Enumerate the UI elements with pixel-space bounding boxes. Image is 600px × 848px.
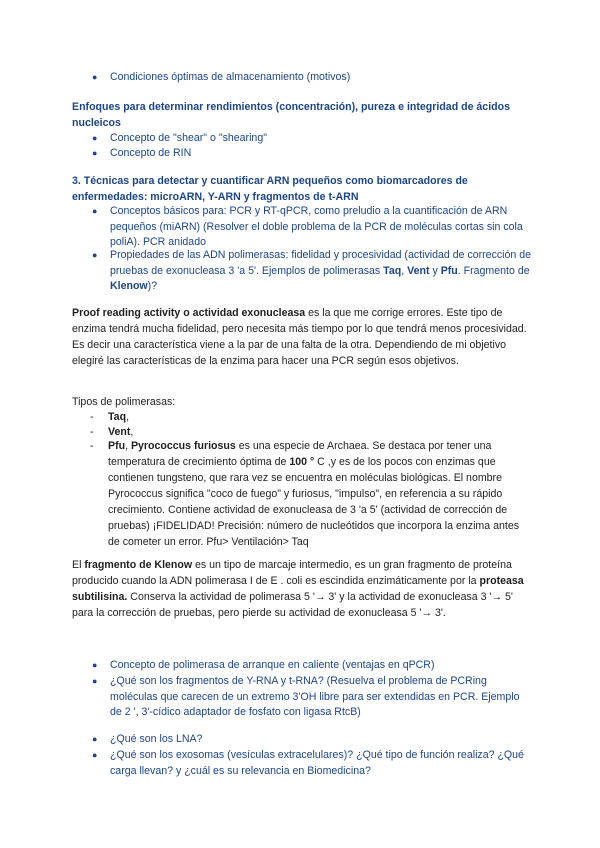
dash-marker: - <box>90 426 94 438</box>
dash-marker: - <box>90 411 94 423</box>
list-item-text: ¿Qué son los exosomas (vesículas extracelulares)? ¿Qué tipo de función realiza? ¿Qué carga llevan? y ¿cuál es su relevancia en Biomedicina? <box>110 749 524 777</box>
list-item <box>92 146 532 162</box>
list-item-text: Concepto de "shear" o "shearing" <box>110 132 267 144</box>
bullet-icon: ● <box>92 72 98 82</box>
dash-item-pfu: - Pfu, Pyrococcus furiosus es una especie de Archaea. Se destaca por tener una temperatura de crecimiento óptima de 100 ° C ,y es de los pocos con enzimas que contienen tungsteno, que rara vez se encuentra en moléculas biológicas. El nombre Pyrococcus significa "coco de fuego" y furiosus, "impulso", en referencia a su rápido crecimiento. Contiene actividad de exonucleasa de 3 'a 5' (actividad de corrección de pruebas) ¡FIDELIDAD! Precisión: número de nucleótidos que incorpora la enzima antes de cometer un error. Pfu> Ventilación> Taq <box>90 440 520 548</box>
bullet-icon: ● <box>92 133 98 143</box>
bullet-icon: ● <box>92 148 98 158</box>
paragraph-tipos-intro: Tipos de polimerasas: <box>72 396 176 408</box>
list-item <box>92 732 532 748</box>
bullet-icon: ● <box>92 206 98 216</box>
list-item <box>92 70 532 86</box>
taq-name: Taq <box>383 264 402 277</box>
list-item-text: Condiciones óptimas de almacenamiento (motivos) <box>110 71 351 83</box>
list-item-text: Conceptos básicos para: PCR y RT-qPCR, como preludio a la cuantificación de ARN pequeños (miARN) (Resolver el doble problema de la PCR de moléculas cortas sin cola poliA). PCR anidado <box>110 205 523 248</box>
bullet-icon: ● <box>92 750 98 760</box>
list-item <box>92 674 532 721</box>
list-item-text: ¿Qué son los LNA? <box>110 733 203 745</box>
list-item <box>92 248 532 295</box>
bullet-icon: ● <box>92 660 98 670</box>
dash-marker: - <box>90 440 94 452</box>
section-heading-enfoques: Enfoques para determinar rendimientos (concentración), pureza e integridad de ácidos nucleicos <box>72 101 510 129</box>
list-item <box>92 748 532 779</box>
bullet-icon: ● <box>92 250 98 260</box>
list-item <box>92 131 532 147</box>
dash-item-vent: - Vent, <box>90 426 134 438</box>
list-item-text: Propiedades de las ADN polimerasas: fidelidad y procesividad (actividad de corrección de pruebas de exonucleasa 3 'a 5'. Ejemplos de polimerasas Taq, Vent y Pfu. Fragmento de Klenow)? <box>110 249 532 292</box>
paragraph-proof-reading: Proof reading activity o actividad exonucleasa es la que me corrige errores. Este tipo de enzima tendrá mucha fidelidad, pero necesita más tiempo por lo que tendrá menos procesividad. Es decir una característica viene a la par de una falta de la otra. Dependiendo de mi objetivo elegiré las características de la enzima para hacer una PCR según esos objetivos. <box>72 307 527 367</box>
bullet-icon: ● <box>92 676 98 686</box>
bullet-icon: ● <box>92 734 98 744</box>
list-item-text: ¿Qué son los fragmentos de Y-RNA y t-RNA? (Resuelva el problema de PCRing moléculas que carecen de un extremo 3'OH libre para ser extendidas en PCR. Ejemplo de 2 ', 3'-cídico adaptador de fosfato con ligasa RtcB) <box>110 675 520 718</box>
klenow-name: Klenow <box>110 280 148 292</box>
vent-name: Vent <box>407 264 430 277</box>
dash-item-taq: - Taq, <box>90 411 130 423</box>
paragraph-klenow: El fragmento de Klenow es un tipo de marcaje intermedio, es un gran fragmento de proteína producido cuando la ADN polimerasa I de E . coli es escindida enzimáticamente por la proteasa subtilisina. Conserva la actividad de polimerasa 5 '→ 3' y la actividad de exonucleasa 3 '→ 5' para la corrección de pruebas, pero pierde su actividad de exonucleasa 5 '→ 3'. <box>72 559 524 619</box>
list-item <box>92 658 532 674</box>
proof-reading-term: Proof reading activity o actividad exonucleasa <box>72 307 306 319</box>
section-heading-3: 3. Técnicas para detectar y cuantificar ARN pequeños como biomarcadores de enfermedades: microARN, Y-ARN y fragmentos de t-ARN <box>72 175 468 203</box>
list-item-text: Concepto de RIN <box>110 147 192 159</box>
pfu-name: Pfu <box>440 264 458 277</box>
list-item <box>92 204 532 251</box>
list-item-text: Concepto de polimerasa de arranque en caliente (ventajas en qPCR) <box>110 659 435 671</box>
